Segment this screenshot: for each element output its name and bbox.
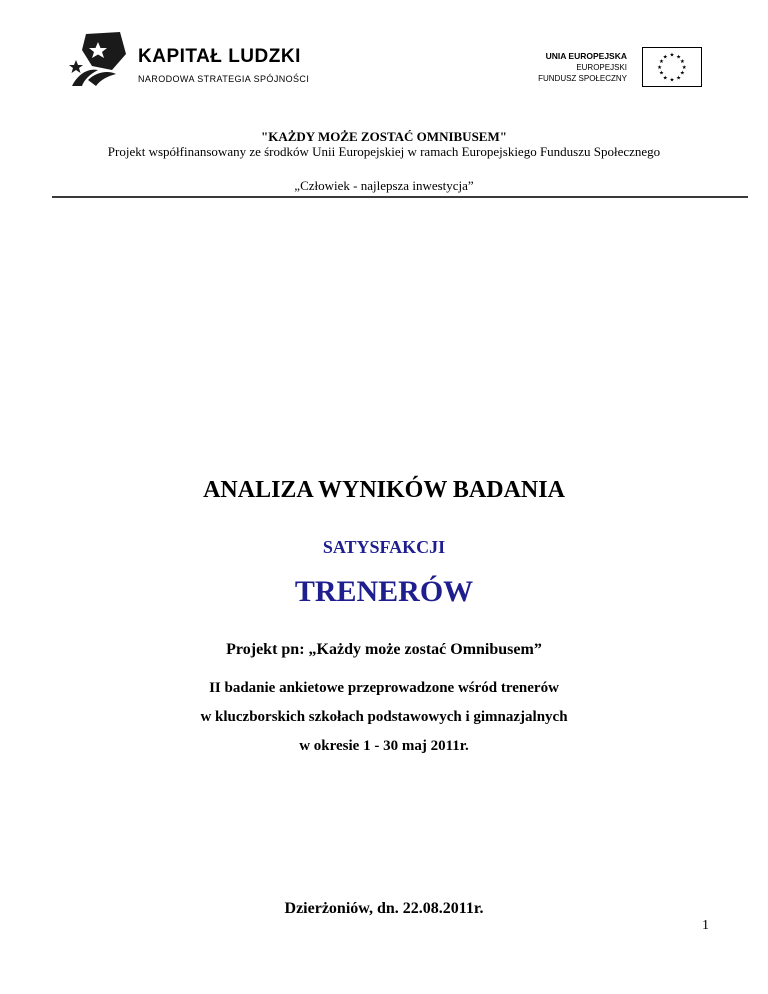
svg-text:★: ★ [669, 52, 675, 59]
svg-text:★: ★ [657, 64, 663, 71]
svg-text:★: ★ [662, 75, 668, 82]
eu-line1: UNIA EUROPEJSKA [545, 51, 627, 61]
svg-text:★: ★ [679, 70, 686, 77]
project-line: Projekt pn: „Każdy może zostać Omnibusem” [226, 641, 542, 658]
eu-line2: EUROPEJSKI [576, 63, 627, 72]
motto-line: „Człowiek - najlepsza inwestycja” [294, 178, 474, 193]
svg-text:★: ★ [658, 70, 665, 77]
kapital-ludzki-logo [68, 30, 318, 90]
page-number: 1 [702, 918, 709, 933]
svg-text:★: ★ [669, 77, 675, 84]
document-title: ANALIZA WYNIKÓW BADANIA [203, 477, 565, 503]
survey-line-1: II badanie ankietowe przeprowadzone wśród trenerów [209, 680, 559, 696]
eu-logo [505, 45, 715, 95]
cofinancing-line: Projekt współfinansowany ze środków Unii Europejskiej w ramach Europejskiego Funduszu Społecznego [107, 144, 661, 159]
eu-line3: FUNDUSZ SPOŁECZNY [538, 74, 627, 83]
svg-text:★: ★ [676, 75, 682, 82]
survey-line-3: w okresie 1 - 30 maj 2011r. [299, 738, 469, 754]
header-divider [52, 196, 748, 198]
place-date: Dzierżoniów, dn. 22.08.2011r. [284, 900, 484, 917]
kapital-ludzki-subtitle: NARODOWA STRATEGIA SPÓJNOŚCI [138, 74, 310, 84]
eu-flag-icon [642, 47, 702, 87]
survey-line-2: w kluczborskich szkołach podstawowych i gimnazjalnych [200, 709, 568, 725]
project-name-heading: "KAŻDY MOŻE ZOSTAĆ OMNIBUSEM" [261, 129, 507, 144]
svg-text:★: ★ [662, 54, 668, 61]
svg-text:★: ★ [679, 59, 686, 66]
svg-text:★: ★ [676, 54, 682, 61]
kapital-ludzki-logo-icon [68, 30, 128, 88]
svg-text:★: ★ [658, 59, 665, 66]
svg-text:★: ★ [681, 64, 687, 71]
eu-logo-text [538, 51, 627, 84]
document-subtitle-1: SATYSFAKCJI [322, 537, 446, 557]
document-subtitle-2: TRENERÓW [294, 575, 474, 608]
kapital-ludzki-title: KAPITAŁ LUDZKI [138, 46, 301, 67]
